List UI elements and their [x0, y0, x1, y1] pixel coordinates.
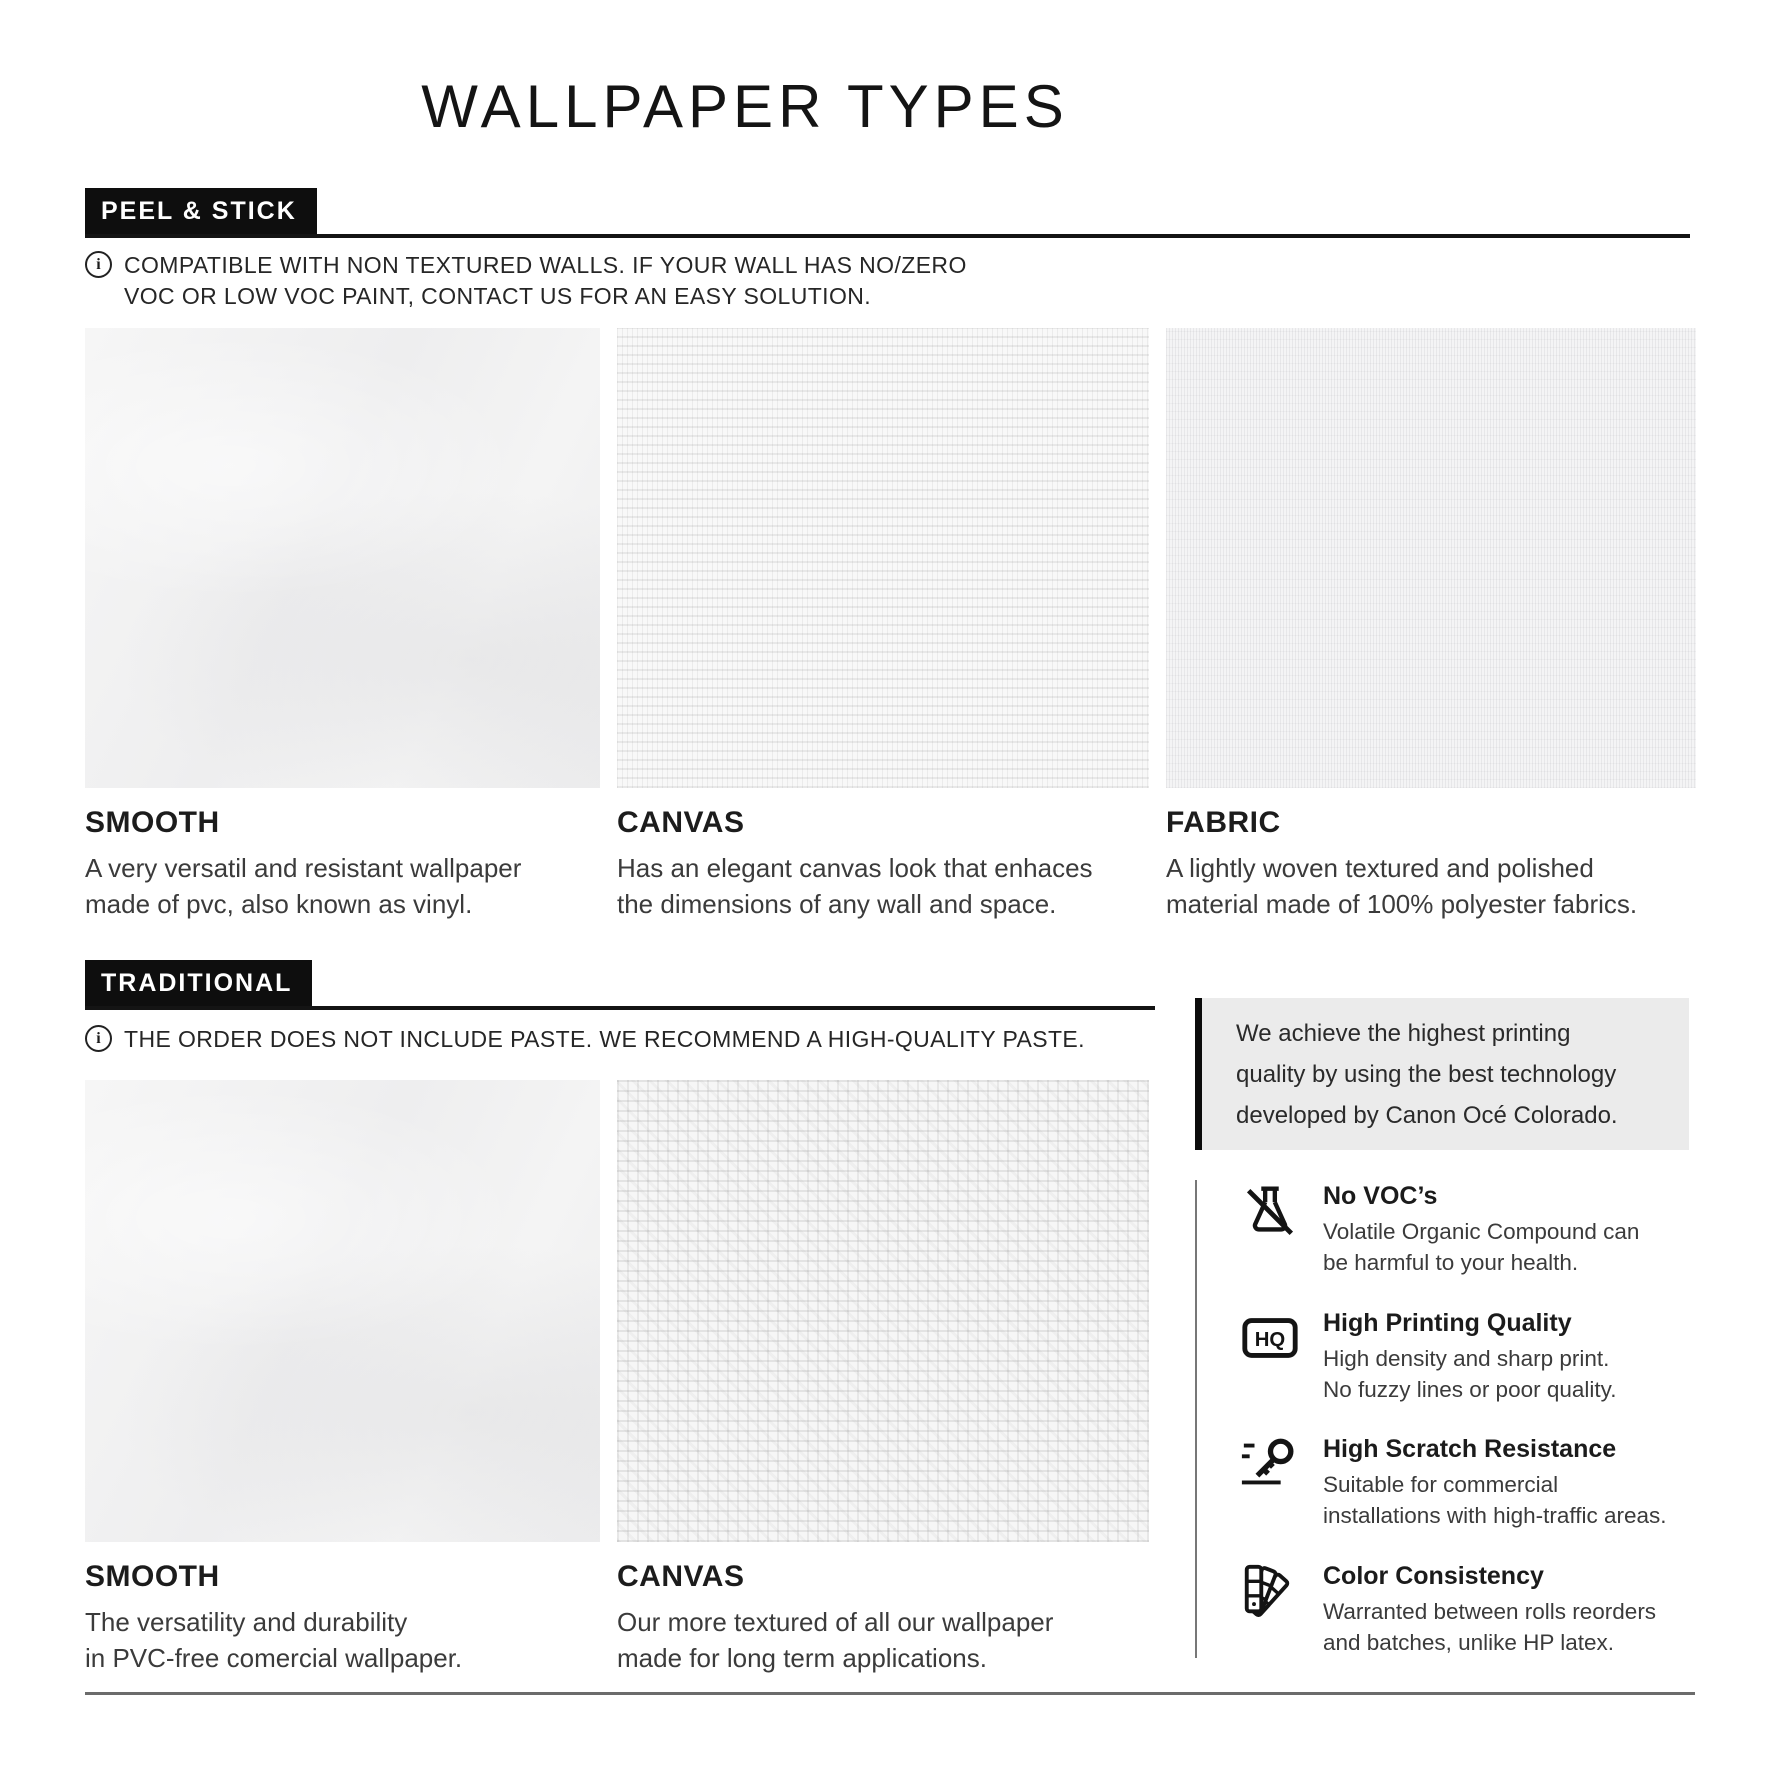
desc-line: A very versatil and resistant wallpaper [85, 853, 522, 883]
traditional-swatch-grid [85, 1080, 1149, 1676]
swatch-caption [617, 1560, 1149, 1676]
feature-description [1323, 1469, 1667, 1531]
quote-line: quality by using the best technology [1236, 1060, 1617, 1088]
color-fan-icon [1239, 1560, 1301, 1622]
scratch-key-icon [1239, 1433, 1301, 1495]
feature-description [1323, 1343, 1616, 1405]
feature-text [1323, 1180, 1639, 1278]
smooth-texture-image [85, 1080, 600, 1542]
feature-description [1323, 1596, 1656, 1658]
feature-scratch-resistance [1239, 1433, 1700, 1531]
desc-line: made of pvc, also known as vinyl. [85, 889, 473, 919]
page-title: WALLPAPER TYPES [421, 73, 1069, 140]
desc-line: Has an elegant canvas look that enhaces [617, 853, 1093, 883]
swatch-description [617, 1604, 1149, 1676]
fabric-texture-image [1166, 328, 1696, 788]
swatch-caption [85, 1560, 600, 1676]
coarse-canvas-texture-image [617, 1080, 1149, 1542]
swatch-name: SMOOTH [85, 1560, 220, 1593]
canvas-texture-image [617, 328, 1149, 788]
feature-desc-line: High density and sharp print. [1323, 1345, 1610, 1371]
hq-badge-icon [1239, 1307, 1301, 1369]
swatch-peel-fabric [1166, 328, 1696, 922]
section-header-traditional [85, 960, 1155, 1010]
peel-stick-badge: PEEL & STICK [85, 188, 317, 234]
feature-title: High Scratch Resistance [1323, 1435, 1617, 1464]
smooth-texture-image [85, 328, 600, 788]
swatch-peel-smooth [85, 328, 600, 922]
feature-desc-line: Suitable for commercial [1323, 1472, 1559, 1498]
feature-color-consistency [1239, 1560, 1700, 1658]
feature-description [1323, 1216, 1639, 1278]
feature-text [1323, 1560, 1656, 1658]
printing-quality-callout [1195, 998, 1689, 1150]
swatch-description [85, 850, 600, 922]
swatch-name: CANVAS [617, 1560, 745, 1593]
desc-line: Our more textured of all our wallpaper [617, 1607, 1054, 1637]
desc-line: The versatility and durability [85, 1607, 408, 1637]
printing-quality-text [1236, 1013, 1618, 1136]
info-icon: i [85, 1025, 112, 1052]
feature-title: High Printing Quality [1323, 1308, 1572, 1337]
bottom-divider [85, 1692, 1695, 1695]
swatch-name: FABRIC [1166, 806, 1281, 839]
feature-high-printing-quality [1239, 1307, 1700, 1405]
note-line: VOC OR LOW VOC PAINT, CONTACT US FOR AN EASY SOLUTION. [124, 283, 872, 309]
swatch-caption [617, 806, 1149, 922]
swatch-caption [1166, 806, 1696, 922]
feature-title: No VOC’s [1323, 1182, 1438, 1210]
feature-desc-line: Volatile Organic Compound can [1323, 1219, 1640, 1244]
section-header-peel-stick [85, 188, 1690, 238]
info-icon: i [85, 251, 112, 278]
swatch-trad-smooth [85, 1080, 600, 1676]
desc-line: made for long term applications. [617, 1643, 987, 1673]
feature-desc-line: No fuzzy lines or poor quality. [1323, 1376, 1617, 1402]
feature-list [1195, 1180, 1700, 1658]
quote-line: developed by Canon Océ Colorado. [1236, 1101, 1618, 1129]
swatch-description [617, 850, 1149, 922]
note-line: COMPATIBLE WITH NON TEXTURED WALLS. IF YOUR WALL HAS NO/ZERO [124, 252, 967, 278]
note-line: THE ORDER DOES NOT INCLUDE PASTE. WE RECOMMEND A HIGH-QUALITY PASTE. [124, 1026, 1085, 1052]
swatch-name: CANVAS [617, 806, 745, 839]
swatch-peel-canvas [617, 328, 1149, 922]
feature-text [1323, 1307, 1616, 1405]
peel-stick-swatch-grid [85, 328, 1696, 922]
swatch-description [1166, 850, 1696, 922]
peel-stick-note [85, 250, 967, 312]
hq-glyph: HQ [1254, 1328, 1286, 1351]
feature-desc-line: Warranted between rolls reorders [1323, 1598, 1657, 1624]
traditional-badge: TRADITIONAL [85, 960, 312, 1006]
feature-desc-line: be harmful to your health. [1323, 1250, 1579, 1275]
traditional-note-text [124, 1024, 1085, 1055]
swatch-name: SMOOTH [85, 806, 220, 839]
quote-line: We achieve the highest printing [1236, 1019, 1571, 1047]
swatch-trad-canvas [617, 1080, 1149, 1676]
desc-line: material made of 100% polyester fabrics. [1166, 889, 1638, 919]
no-voc-flask-icon [1239, 1180, 1301, 1242]
desc-line: A lightly woven textured and polished [1166, 853, 1594, 883]
traditional-note [85, 1024, 1085, 1055]
feature-no-voc [1239, 1180, 1700, 1278]
feature-text [1323, 1433, 1667, 1531]
desc-line: in PVC-free comercial wallpaper. [85, 1643, 463, 1673]
desc-line: the dimensions of any wall and space. [617, 889, 1057, 919]
swatch-description [85, 1604, 600, 1676]
feature-desc-line: and batches, unlike HP latex. [1323, 1629, 1615, 1655]
swatch-caption [85, 806, 600, 922]
feature-title: Color Consistency [1323, 1561, 1544, 1590]
feature-desc-line: installations with high-traffic areas. [1323, 1503, 1667, 1529]
peel-stick-note-text [124, 250, 967, 312]
